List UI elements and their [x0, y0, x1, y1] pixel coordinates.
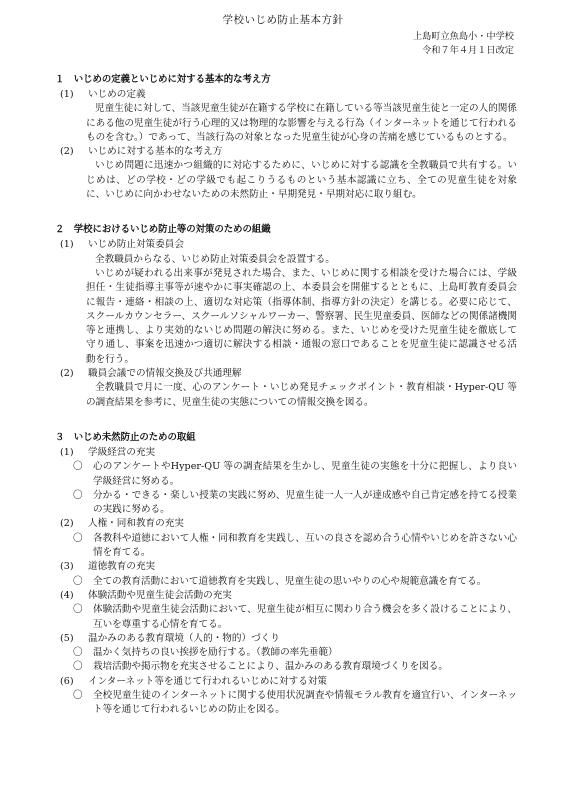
subsection-number: (3): [60, 561, 74, 573]
section: [55, 72, 517, 202]
paragraph: 児童生徒に対して、当該児童生徒が在籍する学校に在籍している等当該児童生徒と一定の人的関係にある他の児童生徒が行う心理的又は物理的な影響を与える行為（インターネットを通じて行われるものを含む。）であって、当該行為の対象となった児童生徒が心身の苦痛を感じているものとする。: [86, 103, 517, 143]
bullet-text: 各教科や道徳において人権・同和教育を実践し、互いの良さを認め合う心情やいじめを許さない心情を育てる。: [93, 532, 517, 559]
subsection-number: (1): [60, 89, 74, 100]
subsection-heading: [55, 675, 517, 689]
subsection-title: いじめ防止対策委員会: [88, 239, 184, 251]
paragraph: 全教職員で月に一度、心のアンケート・いじめ発見チェックポイント・教育相談・Hyper-QU 等の調査結果を参考に、児童生徒の実態についての情報交換を図る。: [86, 382, 517, 408]
paragraph: いじめ問題に迅速かつ組織的に対応するために、いじめに対する認識を全教職員で共有する。いじめは、どの学校・どの学級でも起こりうるものという基本認識に立ち、全ての児童生徒を対象に、いじめに向かわせないための未然防止・早期発見・早期対応に取り組む。: [86, 160, 517, 201]
subsection-title: いじめに対する基本的な考え方: [88, 146, 223, 158]
section-heading: ２ 学校におけるいじめ防止等の対策のための組織: [55, 224, 271, 236]
subsection-title: 温かみのある教育環境（人的・物的）づくり: [88, 632, 280, 644]
bullet-item: [55, 660, 517, 674]
subsection-title: 道徳教育の充実: [88, 561, 156, 573]
subsection-number: (2): [60, 368, 74, 380]
bullet-circle-icon: 〇: [73, 661, 83, 673]
document-title: 学校いじめ防止基本方針: [222, 14, 344, 26]
subsection-title: 体験活動や児童生徒会活動の充実: [88, 589, 232, 601]
bullet-item: [55, 575, 517, 589]
subsection-number: (4): [60, 589, 74, 601]
subsection-heading: [55, 446, 517, 460]
paragraph: 全教職員からなる、いじめ防止対策委員会を設置する。: [95, 253, 335, 265]
paragraph: いじめが疑われる出来事が発見された場合、また、いじめに関する相談を受けた場合には、学級担任・生徒指導主事等が速やかに事実確認の上、本委員会を開催するとともに、上島町教育委員会に報告・連絡・相談の上、適切な対応策（指導体制、指導方針の決定）を講じる。必要に応じて、スクールカウンセラー、スクールソシャルワーカー、警察署、民生児童委員、医師などの関係諸機関等と連携し、より実効的ないじめ問題の解決に努める。また、いじめを受けた児童生徒を徹底して守り通し、事案を迅速かつ適切に解決する相談・通報の窓口であることを児童生徒に認識させる活動を行う。: [86, 267, 517, 365]
subsection-heading: [55, 88, 517, 102]
bullet-text: 栽培活動や掲示物を充実させることにより、温かみのある教育環境づくりを図る。: [93, 661, 448, 673]
subsection-title: 学級経営の充実: [88, 446, 156, 458]
section: [55, 430, 517, 718]
document-body: [55, 68, 517, 718]
bullet-circle-icon: 〇: [73, 647, 83, 659]
subsection-title: 職員会議での情報交換及び共通理解: [88, 368, 242, 380]
school-name: 上島町立魚島小・中学校: [412, 31, 514, 42]
bullet-item: [55, 646, 517, 660]
bullet-text: 温かく気持ちの良い挨拶を励行する。（教師の率先垂範）: [93, 647, 338, 659]
bullet-text: 全校児童生徒のインターネットに関する使用状況調査や情報モラル教育を適宜行い、インターネット等を通じて行われるいじめの防止を図る。: [93, 689, 517, 716]
subsection-heading: [55, 517, 517, 531]
bullet-text: 心のアンケートやHyper-QU 等の調査結果を生かし、児童生徒の実態を十分に把握し、より良い学級経営に努める。: [93, 461, 517, 487]
subsection-title: いじめの定義: [88, 89, 146, 100]
bullet-circle-icon: 〇: [73, 489, 83, 501]
bullet-item: [55, 489, 517, 518]
bullet-circle-icon: 〇: [73, 689, 83, 701]
bullet-text: 全ての教育活動において道徳教育を実践し、児童生徒の思いやりの心や規範意識を育てる。: [93, 575, 487, 587]
subsection-heading: [55, 238, 517, 252]
subsection-number: (1): [60, 446, 74, 458]
bullet-item: [55, 460, 517, 489]
subsection-heading: [55, 367, 517, 381]
subsection-heading: [55, 145, 517, 159]
subsection-heading: [55, 560, 517, 574]
subsection-title: 人権・同和教育の充実: [88, 518, 184, 530]
section-heading: ３ いじめ未然防止のための取組: [55, 431, 196, 443]
revision-date: 令和７年４月１日改定: [422, 45, 514, 56]
subsection-number: (5): [60, 632, 74, 644]
bullet-circle-icon: 〇: [73, 532, 83, 544]
subsection-heading: [55, 589, 517, 603]
subsection-number: (2): [60, 518, 74, 530]
bullet-item: [55, 532, 517, 561]
section: [55, 222, 517, 410]
bullet-item: [55, 689, 517, 718]
bullet-item: [55, 603, 517, 632]
subsection-heading: [55, 632, 517, 646]
section-heading: １ いじめの定義といじめに対する基本的な考え方: [55, 74, 271, 85]
bullet-text: 分かる・できる・楽しい授業の実践に努め、児童生徒一人一人が達成感や自己肯定感を持てる授業の実践に努める。: [93, 489, 517, 516]
subsection-number: (2): [60, 146, 74, 158]
subsection-number: (1): [60, 239, 74, 251]
bullet-circle-icon: 〇: [73, 461, 83, 473]
bullet-circle-icon: 〇: [73, 575, 83, 587]
bullet-text: 体験活動や児童生徒会活動において、児童生徒が相互に関わり合う機会を多く設けることにより、互いを尊重する心情を育てる。: [93, 604, 517, 630]
subsection-title: インターネット等を通じて行われるいじめに対する対策: [88, 675, 327, 687]
bullet-circle-icon: 〇: [73, 604, 83, 616]
subsection-number: (6): [60, 675, 74, 687]
